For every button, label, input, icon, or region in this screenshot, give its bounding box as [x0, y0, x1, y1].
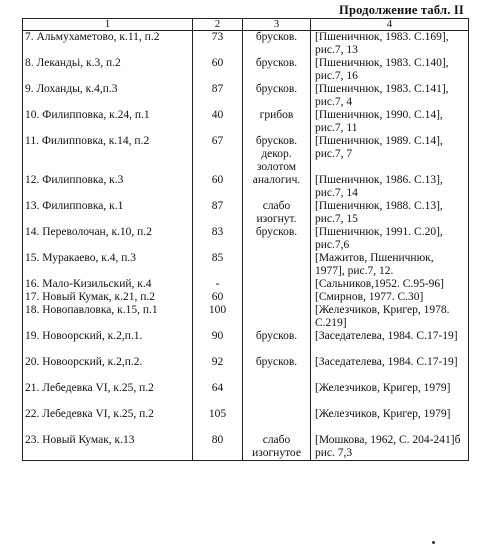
site-cell: 7. Альмухаметово, к.11, п.2 — [23, 31, 193, 58]
type-cell — [243, 408, 311, 434]
length-cell: 73 — [193, 31, 243, 58]
length-cell: 87 — [193, 200, 243, 226]
site-cell: 9. Лоханды, к.4,п.3 — [23, 83, 193, 109]
type-cell: брусков. — [243, 226, 311, 252]
table-row — [23, 434, 469, 461]
site-cell: 22. Лебедевка VI, к.25, п.2 — [23, 408, 193, 434]
type-cell — [243, 304, 311, 330]
site-cell: 23. Новый Кумак, к.13 — [23, 434, 193, 461]
table-row — [23, 109, 469, 135]
table-row — [23, 304, 469, 330]
length-cell: 64 — [193, 382, 243, 408]
site-cell: 20. Новоорский, к.2,п.2. — [23, 356, 193, 382]
length-cell: 105 — [193, 408, 243, 434]
site-cell: 16. Мало-Кизильский, к.4 — [23, 278, 193, 291]
scan-speck — [432, 541, 435, 544]
table-row — [23, 174, 469, 200]
length-cell: 85 — [193, 252, 243, 278]
length-cell: 60 — [193, 291, 243, 304]
table-row — [23, 408, 469, 434]
site-cell: 12. Филипповка, к.3 — [23, 174, 193, 200]
length-cell: 40 — [193, 109, 243, 135]
type-cell: аналогич. — [243, 174, 311, 200]
length-cell: 90 — [193, 330, 243, 356]
table-row — [23, 31, 469, 58]
type-cell — [243, 382, 311, 408]
table-caption: Продолжение табл. II — [339, 3, 464, 17]
source-cell: [Пшеничнюк, 1986. С.13], рис.7, 14 — [311, 174, 469, 200]
column-header: 2 — [193, 19, 243, 31]
column-header: 4 — [311, 19, 469, 31]
type-cell: брусков. — [243, 330, 311, 356]
source-cell: [Пшеничнюк, 1989. С.14], рис.7, 7 — [311, 135, 469, 174]
type-cell: грибов — [243, 109, 311, 135]
type-cell: брусков. — [243, 356, 311, 382]
type-cell: брусков. декор. золотом — [243, 135, 311, 174]
length-cell: 87 — [193, 83, 243, 109]
source-cell: [Смирнов, 1977. С.30] — [311, 291, 469, 304]
table-row — [23, 330, 469, 356]
data-table — [22, 18, 469, 461]
source-cell: [Пшеничнюк, 1990. С.14], рис.7, 11 — [311, 109, 469, 135]
site-cell: 13. Филипповка, к.1 — [23, 200, 193, 226]
source-cell: [Сальников,1952. С.95-96] — [311, 278, 469, 291]
source-cell: [Пшеничнюк, 1988. С.13], рис.7, 15 — [311, 200, 469, 226]
site-cell: 11. Филипповка, к.14, п.2 — [23, 135, 193, 174]
type-cell: слабо изогнутое — [243, 434, 311, 461]
length-cell: 67 — [193, 135, 243, 174]
type-cell: брусков. — [243, 31, 311, 58]
source-cell: [Заседателева, 1984. С.17-19] — [311, 330, 469, 356]
site-cell: 10. Филипповка, к.24, п.1 — [23, 109, 193, 135]
site-cell: 14. Переволочан, к.10, п.2 — [23, 226, 193, 252]
table-row — [23, 83, 469, 109]
type-cell: слабо изогнут. — [243, 200, 311, 226]
source-cell: [Мажитов, Пшеничнюк, 1977], рис.7, 12. — [311, 252, 469, 278]
header-row — [23, 19, 469, 31]
table-row — [23, 200, 469, 226]
table-row — [23, 252, 469, 278]
length-cell: 60 — [193, 174, 243, 200]
site-cell: 21. Лебедевка VI, к.25, п.2 — [23, 382, 193, 408]
table-row — [23, 226, 469, 252]
table-row — [23, 382, 469, 408]
column-header: 3 — [243, 19, 311, 31]
type-cell: брусков. — [243, 57, 311, 83]
length-cell: 100 — [193, 304, 243, 330]
table-row — [23, 356, 469, 382]
source-cell: [Железчиков, Кригер, 1979] — [311, 408, 469, 434]
site-cell: 8. Лекандьі, к.3, п.2 — [23, 57, 193, 83]
source-cell: [Пшеничнюк, 1983. С.141], рис.7, 4 — [311, 83, 469, 109]
table-row — [23, 57, 469, 83]
length-cell: - — [193, 278, 243, 291]
length-cell: 92 — [193, 356, 243, 382]
table-row — [23, 278, 469, 291]
length-cell: 60 — [193, 57, 243, 83]
source-cell: [Заседателева, 1984. С.17-19] — [311, 356, 469, 382]
source-cell: [Пшеничнюк, 1983. С.140], рис.7, 16 — [311, 57, 469, 83]
table-row — [23, 135, 469, 174]
type-cell: брусков. — [243, 83, 311, 109]
source-cell: [Пшеничнюк, 1991. С.20], рис.7,6 — [311, 226, 469, 252]
source-cell: [Мошкова, 1962, С. 204-241]б рис. 7,3 — [311, 434, 469, 461]
site-cell: 18. Новопавловка, к.15, п.1 — [23, 304, 193, 330]
type-cell — [243, 252, 311, 278]
site-cell: 15. Муракаево, к.4, п.3 — [23, 252, 193, 278]
column-header: 1 — [23, 19, 193, 31]
source-cell: [Железчиков, Кригер, 1979] — [311, 382, 469, 408]
source-cell: [Железчиков, Кригер, 1978. С.219] — [311, 304, 469, 330]
site-cell: 17. Новый Кумак, к.21, п.2 — [23, 291, 193, 304]
length-cell: 83 — [193, 226, 243, 252]
length-cell: 80 — [193, 434, 243, 461]
type-cell — [243, 278, 311, 291]
table-row — [23, 291, 469, 304]
source-cell: [Пшеничнюк, 1983. С.169], рис.7, 13 — [311, 31, 469, 58]
type-cell — [243, 291, 311, 304]
site-cell: 19. Новоорский, к.2,п.1. — [23, 330, 193, 356]
